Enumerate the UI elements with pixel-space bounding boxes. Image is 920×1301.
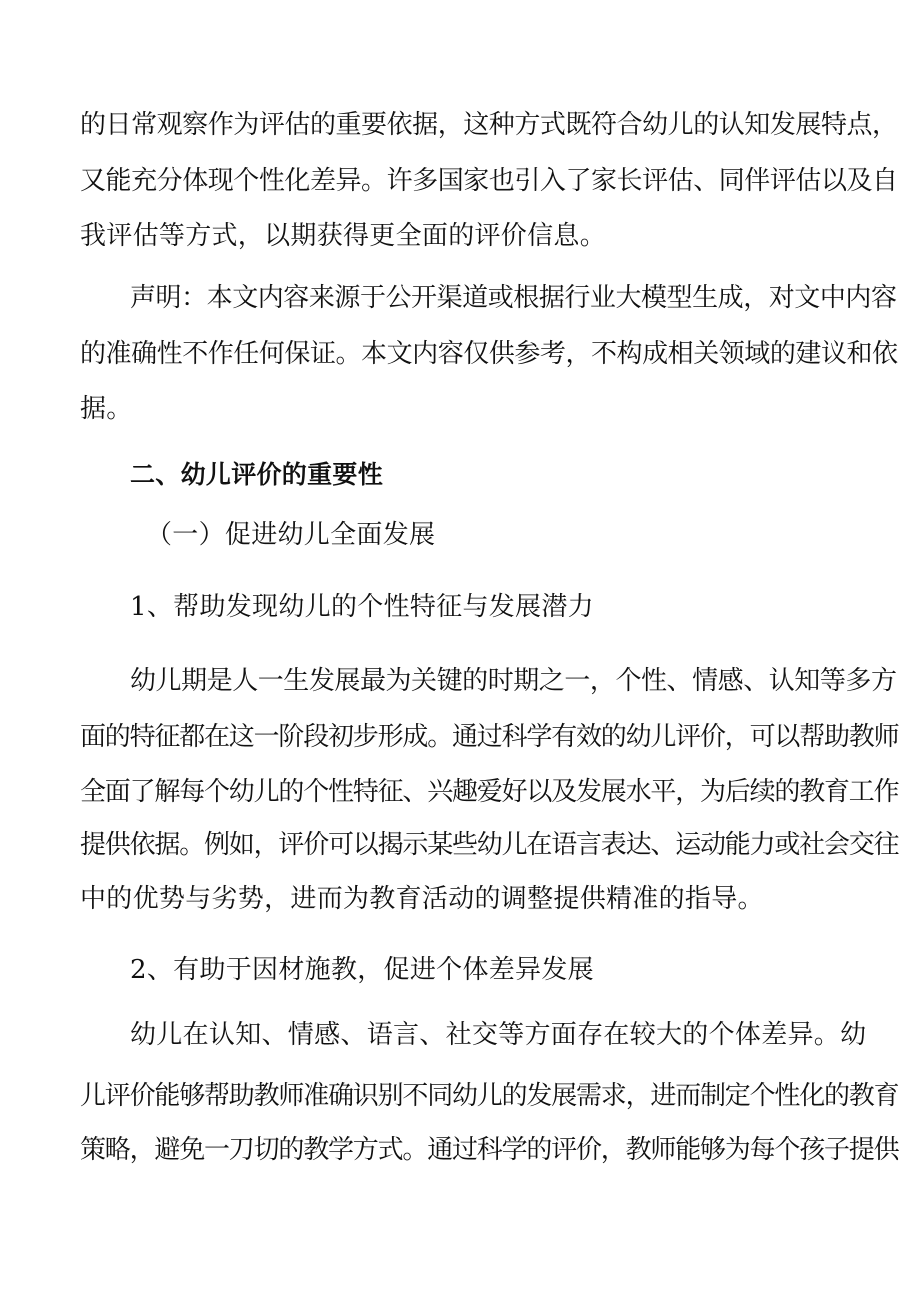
section-heading: 二、幼儿评价的重要性 (130, 460, 384, 489)
disclaimer-line: 据。 (80, 394, 133, 424)
paragraph-line: 提供依据。例如，评价可以揭示某些幼儿在语言表达、运动能力或社会交往 (80, 830, 899, 860)
disclaimer-line: 的准确性不作任何保证。本文内容仅供参考，不构成相关领域的建议和依 (80, 339, 898, 369)
paragraph-line: 我评估等方式，以期获得更全面的评价信息。 (80, 221, 607, 251)
paragraph-line: 又能充分体现个性化差异。许多国家也引入了家长评估、同伴评估以及自 (80, 166, 898, 196)
paragraph-line: 中的优势与劣势，进而为教育活动的调整提供精准的指导。 (80, 884, 764, 914)
paragraph-line: 面的特征都在这一阶段初步形成。通过科学有效的幼儿评价，可以帮助教师 (80, 722, 899, 752)
subsection-heading: （一）促进幼儿全面发展 (146, 520, 436, 550)
paragraph-line: 儿评价能够帮助教师准确识别不同幼儿的发展需求，进而制定个性化的教育 (80, 1081, 899, 1111)
paragraph-line: 策略，避免一刀切的教学方式。通过科学的评价，教师能够为每个孩子提供 (80, 1135, 899, 1165)
paragraph-line: 全面了解每个幼儿的个性特征、兴趣爱好以及发展水平，为后续的教育工作 (80, 777, 899, 807)
disclaimer-line: 声明：本文内容来源于公开渠道或根据行业大模型生成，对文中内容 (130, 283, 897, 313)
item-heading: 1、帮助发现幼儿的个性特征与发展潜力 (130, 592, 594, 622)
paragraph-line: 幼儿在认知、情感、语言、社交等方面存在较大的个体差异。幼 (130, 1020, 867, 1050)
paragraph-line: 的日常观察作为评估的重要依据，这种方式既符合幼儿的认知发展特点， (80, 110, 898, 140)
item-heading: 2、有助于因材施教，促进个体差异发展 (130, 955, 594, 985)
paragraph-line: 幼儿期是人一生发展最为关键的时期之一，个性、情感、认知等多方 (130, 666, 897, 696)
